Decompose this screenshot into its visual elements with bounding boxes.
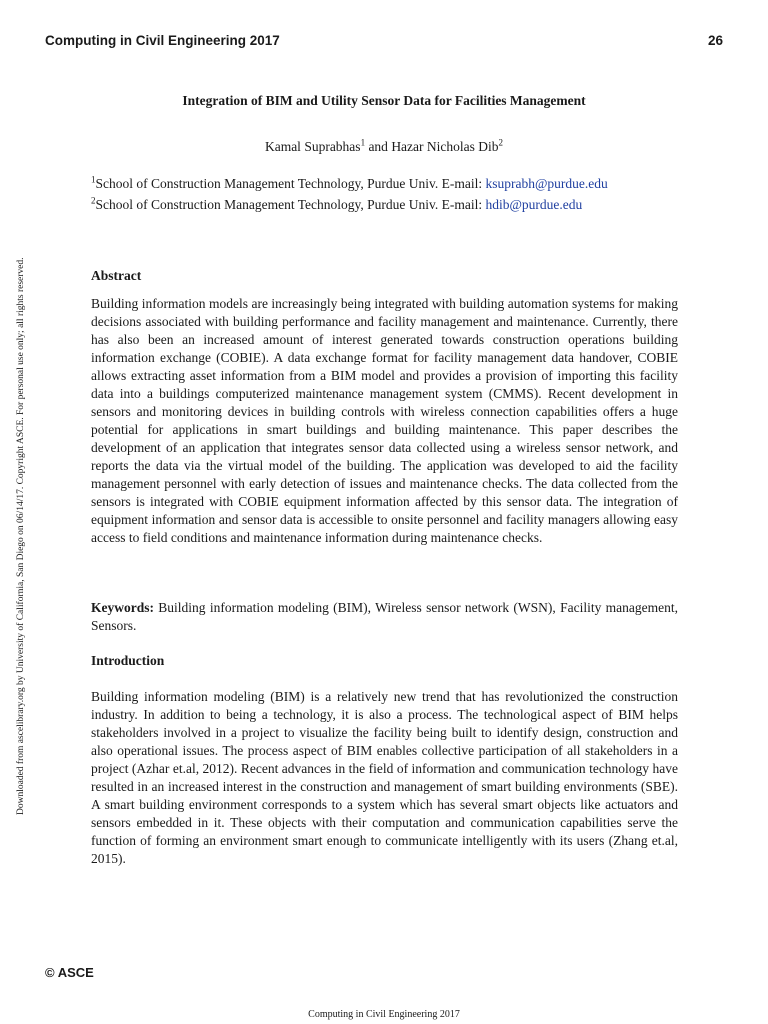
paper-title: Integration of BIM and Utility Sensor Data for Facilities Management <box>182 93 586 108</box>
email-link[interactable]: hdib@purdue.edu <box>485 197 583 212</box>
download-watermark: Downloaded from ascelibrary.org by University of California, San Diego on 06/14/17. Copyright ASCE. For personal use only; all rights reserved. <box>16 257 26 815</box>
author-superscript: 2 <box>498 137 504 148</box>
running-header-journal: Computing in Civil Engineering 2017 <box>45 33 280 48</box>
page-footer: Computing in Civil Engineering 2017 <box>308 1009 460 1020</box>
author-superscript: 1 <box>360 137 366 148</box>
email-link[interactable]: ksuprabh@purdue.edu <box>485 176 608 191</box>
author-name: Kamal Suprabhas <box>264 139 361 154</box>
affiliation-text: School of Construction Management Technology, Purdue Univ. E-mail: <box>95 197 486 212</box>
author-line <box>0 139 768 155</box>
affiliation-text: School of Construction Management Technology, Purdue Univ. E-mail: <box>95 176 486 191</box>
affiliation-superscript: 2 <box>91 195 96 206</box>
author-connector: and <box>365 139 392 154</box>
author-name: Hazar Nicholas Dib <box>391 139 499 154</box>
introduction-text: Building information modeling (BIM) is a relatively new trend that has revolutionized the construction industry. In addition to being a technology, it is also a process. The technological aspect of BIM helps stakeholders involved in a project to visualize the facility being built to identify design, construction and also operational issues. The process aspect of BIM enables collective participation of all stakeholders in a project (Azhar et.al, 2012). Recent advances in the field of information and communication technology have resulted in an increased interest in the construction and management of smart building environments (SBE). A smart building environment corresponds to a system which has several smart objects like actuators and sensors embedded in it. These objects with their computation and communication capabilities serve the function of forming an environment smart enough to communicate intelligently with its users (Zhang et.al, 2015). <box>91 689 678 866</box>
copyright-notice: © ASCE <box>45 965 94 980</box>
abstract-heading: Abstract <box>91 268 142 283</box>
abstract-text: Building information models are increasingly being integrated with building automation systems for making decisions associated with building performance and facility management and maintenance. Currently, there has also been an increased amount of interest generated towards construction operations building information exchange (COBIE). A data exchange format for facility management data handover, COBIE allows extracting asset information from a BIM model and provides a provision of importing this facility data into a buildings computerized maintenance management system (CMMS). Recent development in sensors and monitoring devices in building controls with wireless connection capabilities offers a huge potential for applications in smart buildings and building maintenance. This paper describes the development of an application that integrates sensor data collected using a wireless sensor network, and reports the data via the virtual model of the building. The application was developed to aid the facility management personnel with early detection of issues and maintenance checks. The data collected from the sensors is integrated with COBIE equipment information affected by this sensor data. The integration of equipment information and sensor data is accessible to onsite personnel and facility managers allowing easy access to field conditions and maintenance information during maintenance checks. <box>91 296 678 545</box>
introduction-heading: Introduction <box>91 653 165 668</box>
affiliation <box>91 197 582 213</box>
affiliation-superscript: 1 <box>91 174 96 185</box>
affiliation <box>91 176 608 192</box>
page-number: 26 <box>707 33 723 48</box>
keywords <box>91 599 678 635</box>
keywords-text: Building information modeling (BIM), Wireless sensor network (WSN), Facility management, Sensors. <box>91 600 678 633</box>
keywords-label: Keywords: <box>91 600 154 615</box>
